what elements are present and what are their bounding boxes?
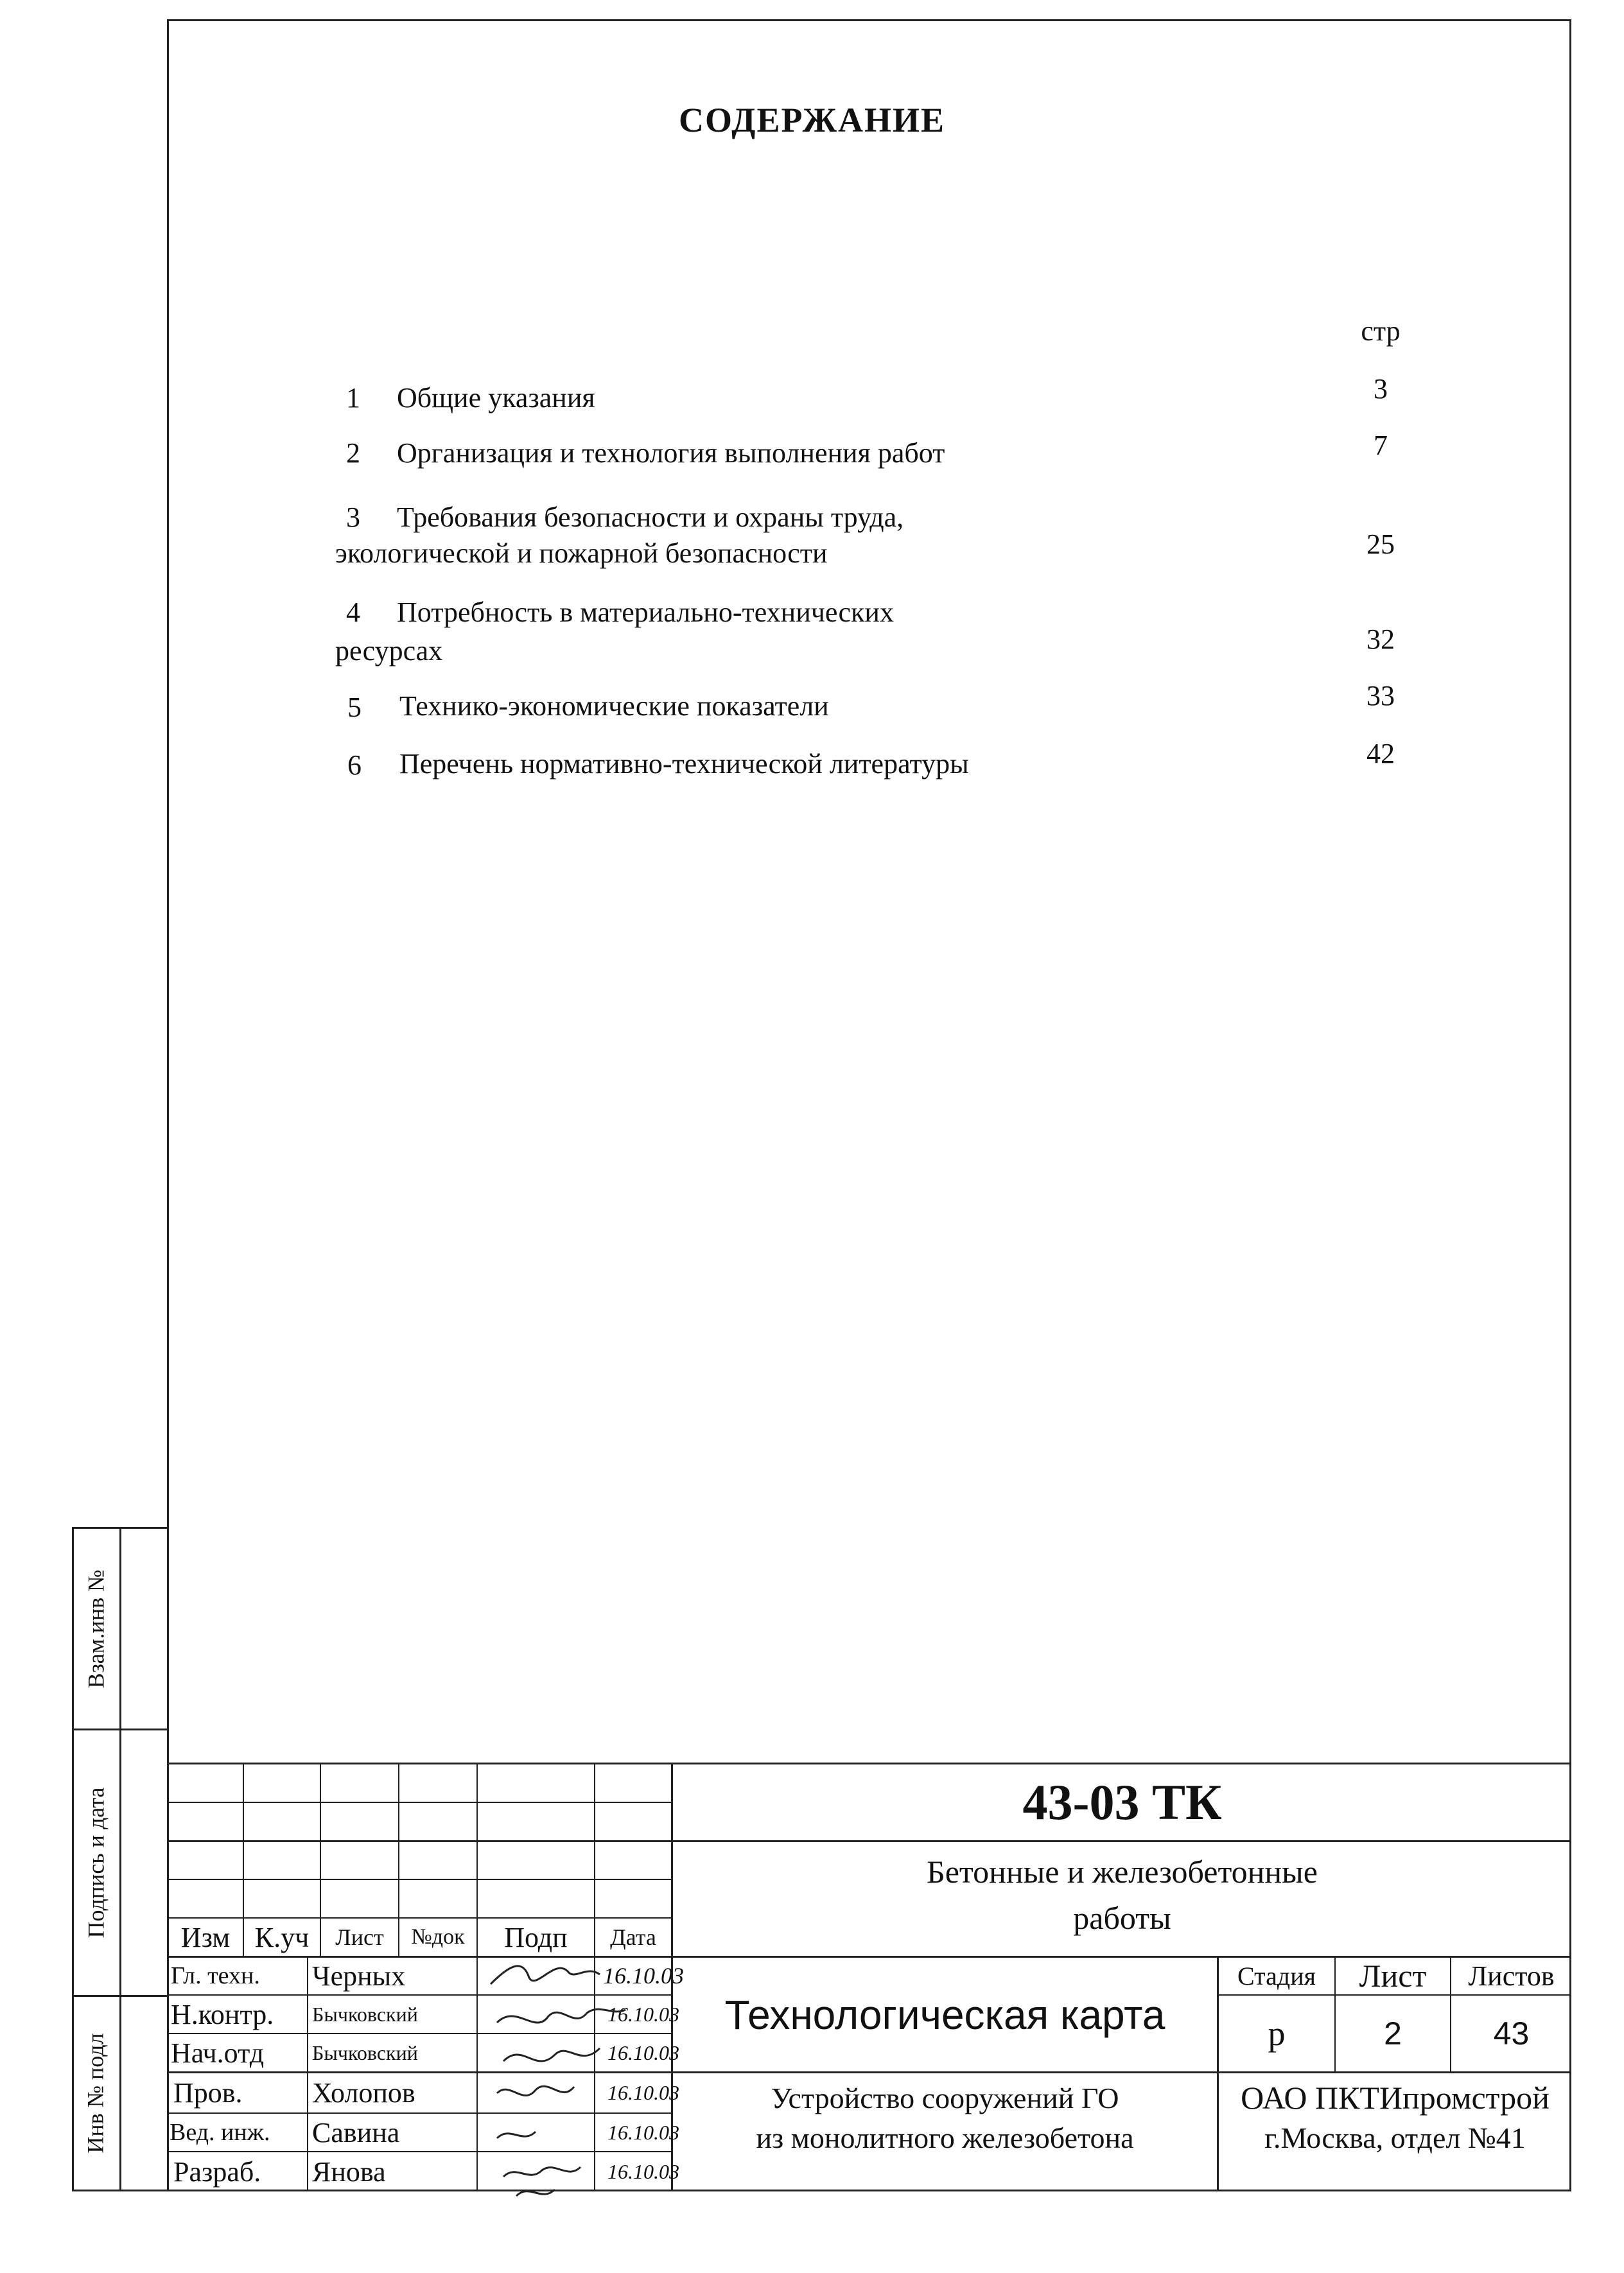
role-label: Гл. техн.: [171, 1962, 260, 1989]
toc-item-title-cont: ресурсах: [335, 635, 443, 666]
toc-item-page: 3: [1374, 373, 1388, 405]
col-header-kuch: К.уч: [254, 1921, 310, 1953]
sign-date: 16.10.03: [607, 2159, 679, 2183]
doc-code: 43-03 ТК: [1022, 1774, 1222, 1830]
role-label: Нач.отд: [171, 2037, 265, 2069]
toc-item-title-cont: экологической и пожарной безопасности: [335, 537, 828, 569]
toc-item-number: 6: [347, 749, 362, 781]
toc-item-number: 2: [346, 437, 360, 469]
side-label-podpis: Подпись и дата: [83, 1787, 109, 1938]
person-name: Янова: [312, 2155, 386, 2188]
toc-item-title: Требования безопасности и охраны труда,: [397, 501, 904, 533]
sheet-value: 2: [1384, 2016, 1402, 2051]
toc-item-title: Потребность в материально-технических: [397, 597, 894, 628]
role-label: Разраб.: [173, 2155, 261, 2188]
toc-item-page: 32: [1366, 623, 1395, 655]
sheet-header: Лист: [1359, 1958, 1427, 1994]
toc-item-page: 42: [1366, 738, 1395, 769]
sheets-value: 43: [1493, 2016, 1530, 2051]
toc-item-page: 25: [1366, 528, 1395, 560]
toc-item-title: Технико-экономические показатели: [399, 690, 829, 722]
toc-item-title: Перечень нормативно-технической литературы: [399, 748, 969, 779]
col-header-ndok: №док: [411, 1925, 465, 1949]
role-label: Вед. инж.: [170, 2119, 270, 2146]
toc-item-title: Организация и технология выполнения работ: [397, 437, 945, 469]
toc-item-page: 33: [1366, 680, 1395, 711]
sign-date: 16.10.03: [607, 2041, 679, 2064]
person-name: Бычковский: [312, 2041, 418, 2064]
person-name: Бычковский: [312, 2002, 418, 2026]
person-name: Холопов: [312, 2077, 415, 2109]
role-label: Пров.: [173, 2077, 243, 2109]
col-header-podp: Подп: [504, 1921, 568, 1953]
object-line1: Устройство сооружений ГО: [771, 2081, 1119, 2114]
toc-item-page: 7: [1374, 430, 1388, 461]
sign-date: 16.10.03: [607, 2002, 679, 2026]
work-title-line1: Бетонные и железобетонные: [927, 1854, 1318, 1890]
toc-page-header: стр: [1361, 315, 1401, 347]
doc-type: Технологическая карта: [724, 1992, 1166, 2038]
stage-header: Стадия: [1237, 1961, 1316, 1990]
side-label-inv: Инв № подл: [83, 2033, 109, 2154]
sign-date: 16.10.03: [607, 2120, 679, 2144]
person-name: Савина: [312, 2116, 400, 2148]
toc-item-number: 1: [346, 382, 360, 414]
stamp-line: [167, 1840, 1571, 1842]
toc-item-number: 3: [346, 501, 360, 533]
handwritten-signatures: [478, 1952, 645, 2209]
sheets-header: Листов: [1468, 1960, 1555, 1992]
col-header-list: Лист: [335, 1924, 384, 1950]
side-strip-divider: [119, 1527, 121, 2191]
side-label-vzam: Взам.инв №: [83, 1569, 109, 1688]
org-line2: г.Москва, отдел №41: [1264, 2121, 1526, 2154]
sign-date: 16.10.03: [607, 2080, 679, 2104]
stamp-line: [307, 1956, 308, 2191]
person-name: Черных: [312, 1960, 406, 1992]
toc-item-number: 4: [346, 597, 360, 628]
object-line2: из монолитного железобетона: [756, 2121, 1134, 2154]
role-label: Н.контр.: [171, 1998, 274, 2030]
col-header-data: Дата: [610, 1924, 656, 1950]
stage-value: р: [1268, 2014, 1286, 2053]
work-title-line2: работы: [1073, 1900, 1171, 1936]
toc-item-title: Общие указания: [397, 382, 595, 414]
sign-date: 16.10.03: [603, 1963, 684, 1989]
toc-item-number: 5: [347, 692, 362, 723]
col-header-izm: Изм: [180, 1921, 231, 1953]
page-title: СОДЕРЖАНИЕ: [679, 101, 945, 139]
org-line1: ОАО ПКТИпромстрой: [1241, 2080, 1550, 2116]
